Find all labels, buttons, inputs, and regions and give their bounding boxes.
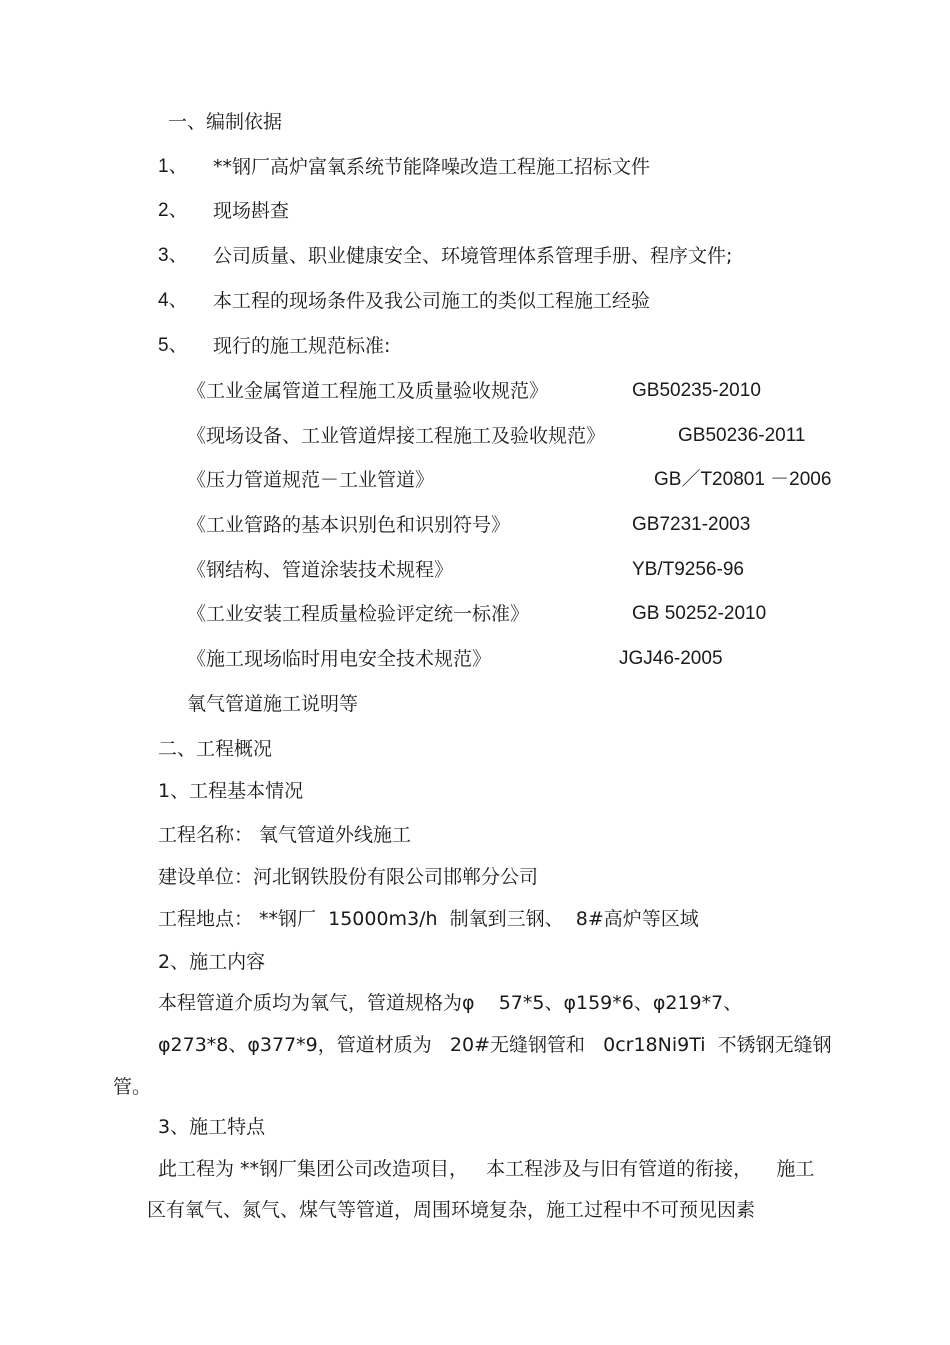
standard-title: 《钢结构、管道涂装技术规程》 xyxy=(187,559,454,581)
item-number: 4、 xyxy=(158,290,188,311)
standard-code: JGJ46-2005 xyxy=(619,648,723,669)
item-text: **钢厂高炉富氧系统节能降噪改造工程施工招标文件 xyxy=(213,156,651,178)
standard-title: 《工业金属管道工程施工及质量验收规范》 xyxy=(187,380,549,402)
standard-code: GB 50252-2010 xyxy=(632,603,767,624)
standard-title: 《现场设备、工业管道焊接工程施工及验收规范》 xyxy=(187,425,606,447)
standard-code: GB7231-2003 xyxy=(632,514,751,535)
item-number: 2、 xyxy=(158,200,188,221)
feature-line: 此工程为 **钢厂集团公司改造项目， 本工程涉及与旧有管道的衔接， 施工 xyxy=(158,1158,815,1180)
content-line: 本程管道介质均为氧气，管道规格为φ 57*5、φ159*6、φ219*7、 xyxy=(158,992,743,1014)
standard-title: 《工业安装工程质量检验评定统一标准》 xyxy=(187,603,530,625)
subsection-heading: 2、施工内容 xyxy=(158,951,266,973)
standards-tail: 氧气管道施工说明等 xyxy=(187,693,359,715)
item-number: 5、 xyxy=(158,335,188,356)
content-line: 管。 xyxy=(113,1076,152,1098)
content-line: φ273*8、φ377*9，管道材质为 20#无缝钢管和 0cr18Ni9Ti 不锈钢无缝钢 xyxy=(158,1034,832,1056)
project-name: 工程名称： 氧气管道外线施工 xyxy=(158,824,412,846)
standard-title: 《工业管路的基本识别色和识别符号》 xyxy=(187,514,511,536)
item-text: 现行的施工规范标准: xyxy=(213,335,391,357)
standard-title: 《压力管道规范－工业管道》 xyxy=(187,469,435,491)
builder-unit: 建设单位：河北钢铁股份有限公司邯郸分公司 xyxy=(158,866,539,888)
standard-code: GB50236-2011 xyxy=(678,425,806,446)
project-location: 工程地点： **钢厂 15000m3/h 制氧到三钢、 8#高炉等区域 xyxy=(158,908,699,930)
feature-line: 区有氧气、氮气、煤气等管道，周围环境复杂，施工过程中不可预见因素 xyxy=(147,1199,756,1221)
item-text: 现场斟查 xyxy=(213,200,290,222)
subsection-heading: 1、工程基本情况 xyxy=(158,780,304,802)
subsection-heading: 3、施工特点 xyxy=(158,1116,266,1138)
item-text: 公司质量、职业健康安全、环境管理体系管理手册、程序文件; xyxy=(213,245,733,267)
standard-code: GB50235-2010 xyxy=(632,380,761,401)
item-text: 本工程的现场条件及我公司施工的类似工程施工经验 xyxy=(213,290,651,312)
standard-code: GB／T20801 －2006 xyxy=(654,469,832,490)
section1-heading: 一、编制依据 xyxy=(168,111,283,133)
standard-code: YB/T9256-96 xyxy=(632,559,744,580)
standard-title: 《施工现场临时用电安全技术规范》 xyxy=(187,648,492,670)
section2-heading: 二、工程概况 xyxy=(158,738,273,760)
item-number: 1、 xyxy=(158,156,188,177)
item-number: 3、 xyxy=(158,245,188,266)
